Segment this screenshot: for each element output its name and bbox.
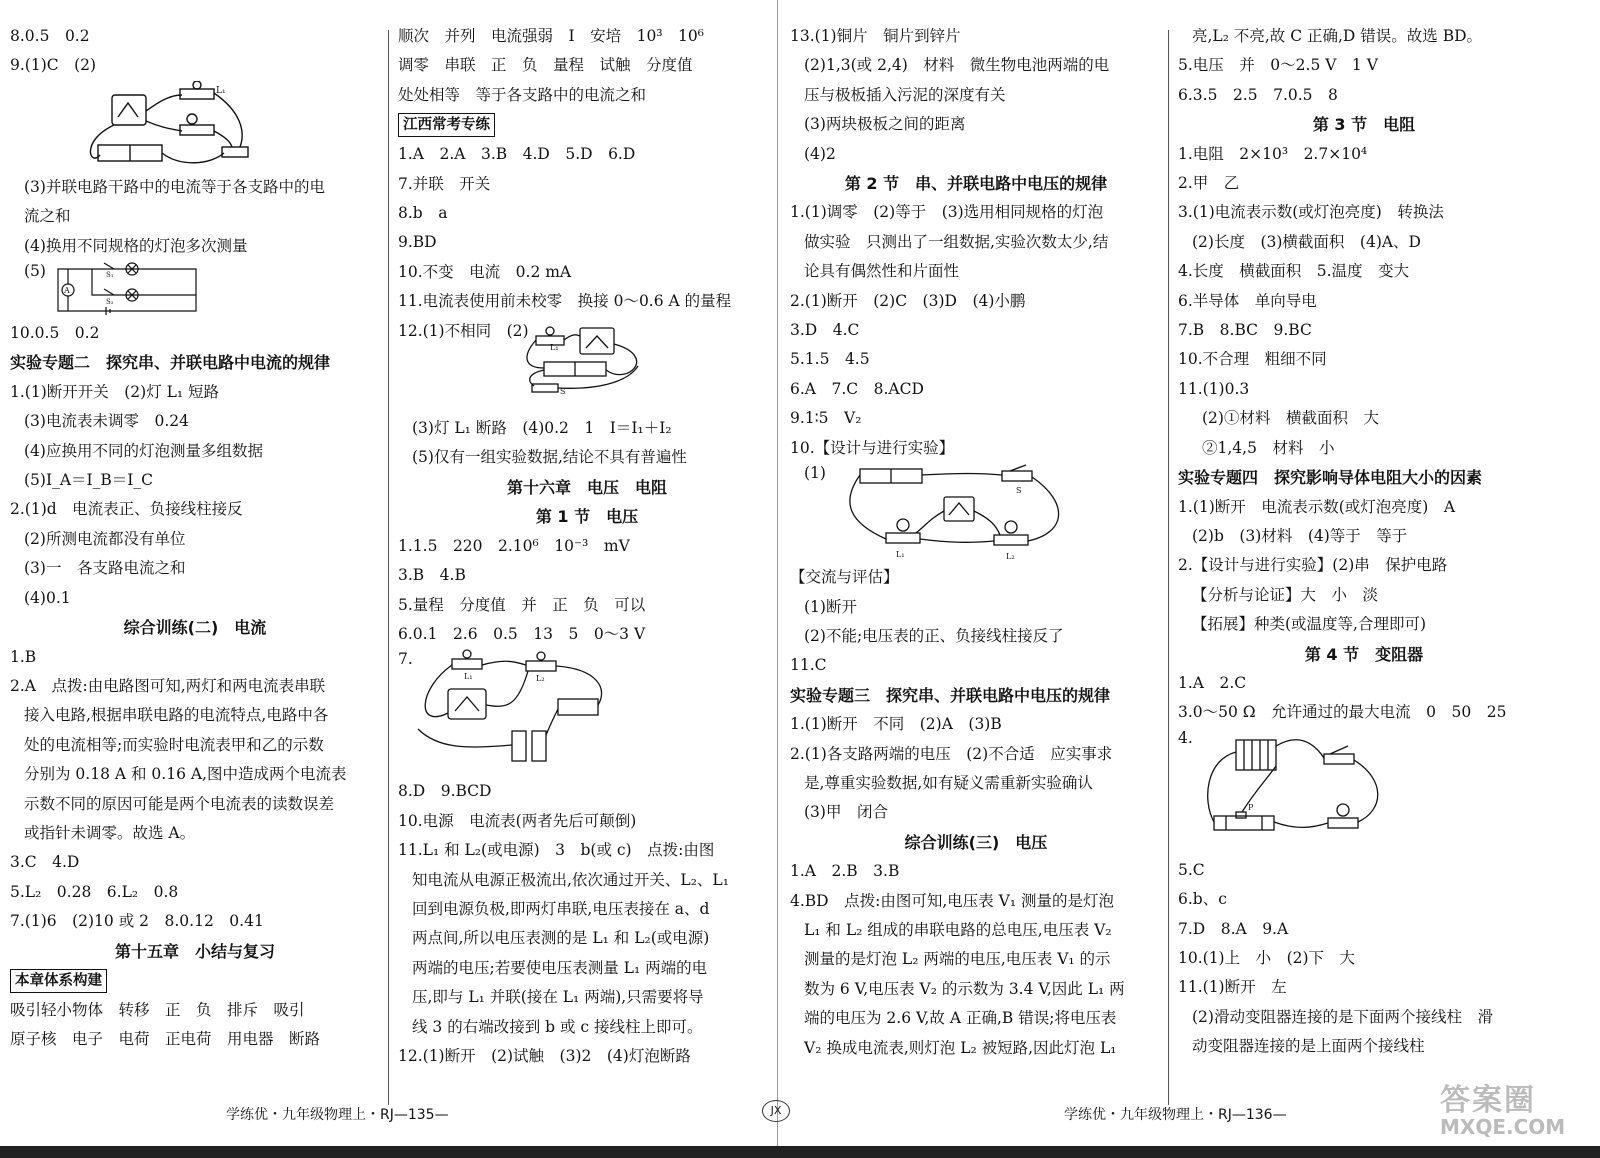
answer-line: 10.不合理 粗细不同 [1178,350,1327,369]
answer-line: 吸引轻小物体 转移 正 负 排斥 吸引 [10,1000,305,1019]
answer-line: 10.电源 电流表(两者先后可颠倒) [398,811,637,830]
answer-line: 测量的是灯泡 L₂ 两端的电压,电压表 V₁ 的示 [804,950,1111,969]
answer-line: (3)两块极板之间的距离 [804,115,966,134]
answer-line: 4.长度 横截面积 5.温度 变大 [1178,262,1410,281]
section-heading: 第 1 节 电压 [535,507,639,527]
answer-line: 11.L₁ 和 L₂(或电源) 3 b(或 c) 点拨:由图 [398,841,715,860]
answer-line: 数为 6 V,电压表 V₂ 的示数为 3.4 V,因此 L₁ 两 [804,979,1125,998]
section-heading: 第 4 节 变阻器 [1304,644,1424,664]
answer-line: 分别为 0.18 A 和 0.16 A,图中造成两个电流表 [24,765,347,784]
answer-line: (2)滑动变阻器连接的是下面两个接线柱 滑 [1192,1007,1493,1026]
section-heading: 实验专题四 探究影响导体电阻大小的因素 [1178,468,1483,488]
circuit-figure-schematic [10,261,380,319]
section-heading: 实验专题二 探究串、并联电路中电流的规律 [10,353,331,373]
figure-label-l1: L₁ [216,85,226,96]
figure-label-s: S [560,387,566,395]
answer-line: 11.(1)0.3 [1178,379,1250,398]
answer-line: ②1,4,5 材料 小 [1202,438,1335,457]
column-divider [1168,30,1169,1105]
answer-line: (3)灯 L₁ 断路 (4)0.2 1 I＝I₁＋I₂ [412,419,672,438]
answer-line: 3.D 4.C [790,321,860,340]
answer-line: 8.b a [398,204,448,223]
answer-line: 动变阻器连接的是上面两个接线柱 [1192,1037,1425,1056]
answer-line: (5) [24,262,46,281]
answer-line: 2.【设计与进行实验】(2)串 保护电路 [1178,556,1448,575]
answer-line: (4)应换用不同的灯泡测量多组数据 [24,441,263,460]
answer-line: 7.(1)6 (2)10 或 2 8.0.12 0.41 [10,912,264,931]
column-1 [10,22,380,1055]
bottom-edge-bar [0,1146,1600,1158]
answer-line: 1.A 2.A 3.B 4.D 5.D 6.D [398,145,636,164]
watermark-logo [1440,1075,1595,1145]
answer-line: 11.电流表使用前未校零 换接 0～0.6 A 的量程 [398,292,732,311]
answer-line: 11.(1)断开 左 [1178,978,1287,997]
figure-label-l1: L₁ [464,672,473,682]
answer-line: L₁ 和 L₂ 组成的串联电路的总电压,电压表 V₂ [804,920,1112,939]
answer-line: 6.3.5 2.5 7.0.5 8 [1178,85,1338,104]
answer-line: (1)断开 [804,597,857,616]
answer-line: 2.(1)d 电流表正、负接线柱接反 [10,500,243,519]
circuit-figure-physical [1178,728,1550,856]
answer-line: 7. [398,650,413,669]
circuit-diagram [1196,730,1386,858]
answer-line: 12.(1)断开 (2)试触 (3)2 (4)灯泡断路 [398,1046,691,1065]
answer-line: 论具有偶然性和片面性 [804,262,960,281]
answer-line: 5.C [1178,860,1205,879]
figure-label-s2: S₂ [106,298,114,307]
circuit-figure-physical [790,463,1162,563]
answer-line: 端的电压为 2.6 V,故 A 正确,B 错误;将电压表 [804,1009,1117,1028]
answer-line: 3.0～50 Ω 允许通过的最大电流 0 50 25 [1178,703,1507,722]
circuit-figure-physical [398,649,776,777]
answer-line: 10.【设计与进行实验】 [790,438,955,457]
column-3 [790,22,1162,1063]
answer-line: 12.(1)不相同 (2) [398,321,529,340]
section-box-label: 江西常考专练 [398,113,495,137]
answer-line: 1.(1)调零 (2)等于 (3)选用相同规格的灯泡 [790,203,1104,222]
section-heading: 综合训练(二) 电流 [123,618,267,638]
page-fold-line [777,0,778,1158]
answer-line: 做实验 只测出了一组数据,实验次数太少,结 [804,232,1109,251]
answer-line: 9.1∶5 V₂ [790,409,862,428]
answer-line: 3.C 4.D [10,853,80,872]
answer-line: 流之和 [24,207,71,226]
answer-line: 5.电压 并 0～2.5 V 1 V [1178,56,1378,75]
answer-line: 处处相等 等于各支路中的电流之和 [398,85,647,104]
answer-line: 【交流与评估】 [790,568,899,587]
watermark-text: 答案圈 [1440,1083,1536,1118]
page-footer-right: 学练优・九年级物理上・RJ—136— [1064,1107,1287,1123]
section-box-label: 本章体系构建 [10,969,107,993]
figure-label-a: A [64,286,70,296]
center-badge: JX [762,1100,790,1122]
answer-line: 5.1.5 4.5 [790,350,870,369]
answer-line: (3)一 各支路电流之和 [24,559,186,578]
answer-line: 示数不同的原因可能是两个电流表的读数误差 [24,794,335,813]
answer-line: 两端的电压;若要使电压表测量 L₁ 两端的电 [412,958,708,977]
answer-line: 原子核 电子 电荷 正电荷 用电器 断路 [10,1030,321,1049]
figure-label-l1: L₁ [550,343,559,353]
section-heading: 实验专题三 探究串、并联电路中电压的规律 [790,685,1111,705]
figure-label-l1: L₁ [896,550,905,560]
answer-line: 8.D 9.BCD [398,782,492,801]
answer-line: 线 3 的右端改接到 b 或 c 接线柱上即可。 [412,1017,703,1036]
answer-line: 4. [1178,728,1193,747]
chapter-heading: 第十五章 小结与复习 [114,941,275,961]
figure-label-l2: L₂ [1006,552,1015,562]
answer-line: 1.电阻 2×10³ 2.7×10⁴ [1178,144,1368,163]
answer-line: 7.D 8.A 9.A [1178,919,1289,938]
section-heading: 第 3 节 电阻 [1312,115,1416,135]
answer-line: 2.(1)各支路两端的电压 (2)不合适 应实事求 [790,744,1113,763]
answer-line: 知电流从电源正极流出,依次通过开关、L₂、L₁ [412,870,729,889]
answer-line: 9.BD [398,233,437,252]
answer-line: 8.0.5 0.2 [10,27,90,45]
answer-line: 6.半导体 单向导电 [1178,291,1317,310]
answer-line: 13.(1)铜片 铜片到锌片 [790,27,961,45]
answer-line: 1.A 2.B 3.B [790,862,900,881]
figure-label-s: S [1016,486,1022,496]
circuit-figure-physical [398,343,776,414]
column-2 [398,22,776,1071]
figure-label-l2: L₂ [536,674,545,684]
answer-line: (2)长度 (3)横截面积 (4)A、D [1192,232,1421,251]
circuit-diagram [518,326,678,394]
answer-line: 9.(1)C (2) [10,56,97,75]
answer-line: (5)I_A＝I_B＝I_C [24,471,154,490]
answer-line: 压,即与 L₁ 并联(接在 L₁ 两端),只需要将导 [412,988,704,1007]
answer-line: 2.甲 乙 [1178,174,1240,193]
answer-line: 或指针未调零。故选 A。 [24,823,196,842]
schematic-diagram [46,261,206,319]
answer-line: (3)并联电路干路中的电流等于各支路中的电 [24,177,325,196]
answer-line: 2.A 点拨:由电路图可知,两灯和两电流表串联 [10,676,326,695]
answer-line: (3)电流表未调零 0.24 [24,412,189,431]
answer-line: 5.量程 分度值 并 正 负 可以 [398,595,646,614]
answer-line: 调零 串联 正 负 量程 试触 分度值 [398,56,693,75]
answer-line: (5)仅有一组实验数据,结论不具有普遍性 [412,448,687,467]
answer-line: 1.A 2.C [1178,673,1247,692]
answer-line: 1.(1)断开开关 (2)灯 L₁ 短路 [10,382,220,401]
answer-line: 7.并联 开关 [398,174,491,193]
answer-line: 2.(1)断开 (2)C (3)D (4)小鹏 [790,291,1026,310]
answer-line: 6.0.1 2.6 0.5 13 5 0～3 V [398,624,646,643]
answer-line: 3.(1)电流表示数(或灯泡亮度) 转换法 [1178,203,1444,222]
answer-line: 6.A 7.C 8.ACD [790,379,924,398]
answer-line: 11.C [790,656,827,675]
answer-line: (1) [804,464,826,483]
answer-line: (2)所测电流都没有单位 [24,529,186,548]
page-footer-left: 学练优・九年级物理上・RJ—135— [226,1107,449,1123]
answer-line: 4.BD 点拨:由图可知,电压表 V₁ 测量的是灯泡 [790,891,1115,910]
answer-line: 【分析与论证】大 小 淡 [1192,585,1379,604]
answer-line: 顺次 并列 电流强弱 I 安培 10³ 10⁶ [398,27,704,45]
section-heading: 第 2 节 串、并联电路中电压的规律 [844,174,1108,194]
answer-line: (2)不能;电压表的正、负接线柱接反了 [804,626,1064,645]
answer-line: 接入电路,根据串联电路的电流特点,电路中各 [24,706,329,725]
answer-line: 1.B [10,647,37,666]
answer-line: 6.b、c [1178,890,1227,909]
circuit-diagram [10,81,250,173]
answer-line: (2)b (3)材料 (4)等于 等于 [1192,526,1408,545]
circuit-diagram [830,463,1070,563]
answer-line: 5.L₂ 0.28 6.L₂ 0.8 [10,882,179,901]
answer-line: 3.B 4.B [398,566,466,585]
answer-line: 回到电源负极,即两灯串联,电压表接在 a、d [412,899,710,918]
answer-line: 1.(1)断开 电流表示数(或灯泡亮度) A [1178,497,1456,516]
answer-line: 【拓展】种类(或温度等,合理即可) [1192,615,1427,634]
answer-line: (4)0.1 [24,588,71,607]
answer-line: V₂ 换成电流表,则灯泡 L₂ 被短路,因此灯泡 L₁ [804,1038,1117,1057]
answer-line: 两点间,所以电压表测的是 L₁ 和 L₂(或电源) [412,929,710,948]
answer-line: 是,尊重实验数据,如有疑义需重新实验确认 [804,773,1093,792]
figure-label-s1: S₁ [106,271,114,280]
chapter-heading: 第十六章 电压 电阻 [506,477,667,497]
answer-line: 1.(1)断开 不同 (2)A (3)B [790,715,1002,734]
answer-line: 10.不变 电流 0.2 mA [398,262,572,281]
answer-line: 10.(1)上 小 (2)下 大 [1178,948,1356,967]
column-divider [388,30,389,1105]
circuit-diagram [408,649,628,777]
watermark-url: MXQE.COM [1440,1115,1566,1139]
column-4 [1178,22,1550,1062]
answer-line: 亮,L₂ 不亮,故 C 正确,D 错误。故选 BD。 [1192,27,1483,45]
answer-line: 1.1.5 220 2.10⁶ 10⁻³ mV [398,536,630,555]
section-heading: 综合训练(三) 电压 [904,832,1048,852]
answer-line: (2)1,3(或 2,4) 材料 微生物电池两端的电 [804,56,1110,75]
answer-line: 7.B 8.BC 9.BC [1178,321,1312,340]
answer-line: (2)①材料 横截面积 大 [1202,409,1379,428]
figure-label-p: P [1248,802,1254,812]
answer-line: (4)换用不同规格的灯泡多次测量 [24,236,248,255]
answer-line: 10.0.5 0.2 [10,324,100,343]
circuit-figure-physical [10,81,380,173]
answer-line: 处的电流相等;而实验时电流表甲和乙的示数 [24,735,324,754]
answer-line: (3)甲 闭合 [804,803,888,822]
answer-line: (4)2 [804,144,836,163]
answer-line: 压与极板插入污泥的深度有关 [804,85,1006,104]
